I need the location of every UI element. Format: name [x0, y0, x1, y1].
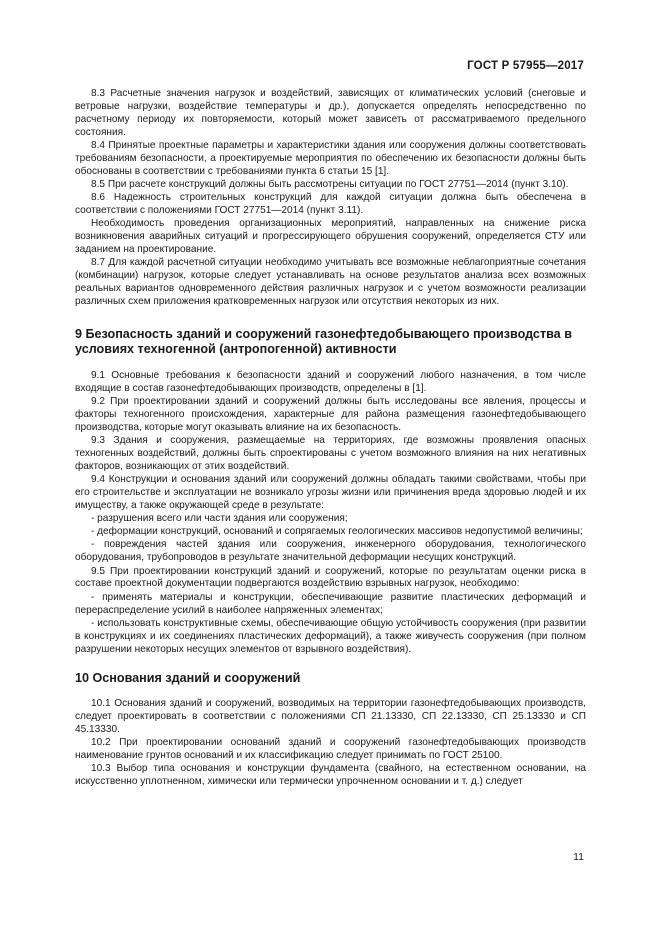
paragraph-8-6-continuation: Необходимость проведения организационных мероприятий, направленных на снижение риска возникновения аварийных ситуаций и прогрессирующего обрушения сооружений, определяется СТУ или заданием на проектирование.: [75, 218, 586, 256]
paragraph-9-3: 9.3 Здания и сооружения, размещаемые на территориях, где возможны проявления опасных техногенных воздействий, должны быть спроектированы с учетом возможного влияния на них негативных факторов, возникающих от этих воздействий.: [75, 435, 586, 472]
paragraph-8-6: 8.6 Надежность строительных конструкций для каждой ситуации должна быть обеспечена в соответствии с положениями ГОСТ 27751—2014 (пункт 3.11).: [75, 192, 586, 217]
paragraph-10-1: 10.1 Основания зданий и сооружений, возводимых на территории газонефтедобывающих производств, следует проектировать в соответствии с положениями СП 21.13330, СП 22.13330, СП 25.13330 и СП 45.13330.: [75, 698, 586, 735]
paragraph-8-3: 8.3 Расчетные значения нагрузок и воздействий, зависящих от климатических условий (снеговые и ветровые нагрузки, воздействие температуры и др.), допускается определять непосредственно по расчетному периоду их повторяемости, который может зависеть от рассматриваемого предельного состояния.: [75, 88, 586, 138]
paragraph-8-4: 8.4 Принятые проектные параметры и характеристики здания или сооружения должны соответствовать требованиям безопасности, а проектируемые мероприятия по обеспечению их безопасности должны быть обоснованы в соответствии с требованиями пункта 6 статьи 15 [1].: [75, 139, 586, 177]
list-item-9-4-destruction: - разрушения всего или части здания или сооружения;: [91, 513, 348, 525]
paragraph-8-7: 8.7 Для каждой расчетной ситуации необходимо учитывать все возможные неблагоприятные сочетания (комбинации) нагрузок, которые следует устанавливать на основе результатов анализа всех возможных реальных вариантов одновременного действия различных нагрузок и с учетом возможности реализации различных схем приложения кратковременных нагрузок или отсутствия некоторых из них.: [75, 257, 586, 307]
paragraph-9-1: 9.1 Основные требования к безопасности зданий и сооружений любого назначения, в том числе входящие в состав газонефтедобывающих производств, определены в [1].: [75, 369, 586, 394]
section-9-heading: 9 Безопасность зданий и сооружений газонефтедобывающего производства в условиях техногенной (антропогенной) активности: [75, 326, 572, 357]
list-item-9-5-materials: - применять материалы и конструкции, обеспечивающие развитие пластических деформаций и перераспределение усилий в наиболее напряженных элементах;: [75, 591, 586, 616]
paragraph-8-5: 8.5 При расчете конструкций должны быть рассмотрены ситуации по ГОСТ 27751—2014 (пункт 3.10).: [91, 178, 569, 190]
list-item-9-5-schemes: - использовать конструктивные схемы, обеспечивающие общую устойчивость сооружения (при развитии в конструкциях и их соединениях пластических деформаций), а также живучесть сооружения (при полном разрушении некоторых несущих элементов от взрывного воздействия).: [75, 617, 586, 655]
section-10-heading: 10 Основания зданий и сооружений: [75, 670, 301, 685]
paragraph-9-4: 9.4 Конструкции и основания зданий или сооружений должны обладать такими свойствами, чтобы при его строительстве и эксплуатации не возникало угрозы жизни или причинения вреда здоровью людей и их имуществу, а также окружающей среде в результате:: [75, 474, 586, 511]
list-item-9-4-deformation: - деформации конструкций, оснований и сопрягаемых геологических массивов недопустимой величины;: [91, 526, 583, 538]
document-id-header: ГОСТ Р 57955—2017: [467, 60, 584, 72]
list-item-9-4-damage: - повреждения частей здания или сооружения, инженерного оборудования, технологического оборудования, трубопроводов в результате значительной деформации несущих конструкций.: [75, 539, 586, 564]
paragraph-10-3: 10.3 Выбор типа основания и конструкции фундамента (свайного, на естественном основании, на искусственно уплотненном, химически или термически упрочненном основании и т. д.) следует: [75, 763, 586, 788]
page-number: 11: [573, 851, 584, 863]
paragraph-10-2: 10.2 При проектировании оснований зданий и сооружений газонефтедобывающих производств наименование грунтов оснований и их классификацию следует принимать по ГОСТ 25100.: [75, 737, 586, 761]
paragraph-9-2: 9.2 При проектировании зданий и сооружений должны быть исследованы все явления, процессы и факторы техногенного происхождения, характерные для района размещения газонефтедобывающего производства, которые могут оказывать влияние на их безопасность.: [75, 396, 586, 433]
document-body: [75, 88, 586, 789]
paragraph-9-5: 9.5 При проектировании конструкций зданий и сооружений, которые по результатам оценки риска в составе проектной документации подвергаются воздействию взрывных нагрузок, необходимо:: [75, 565, 586, 590]
